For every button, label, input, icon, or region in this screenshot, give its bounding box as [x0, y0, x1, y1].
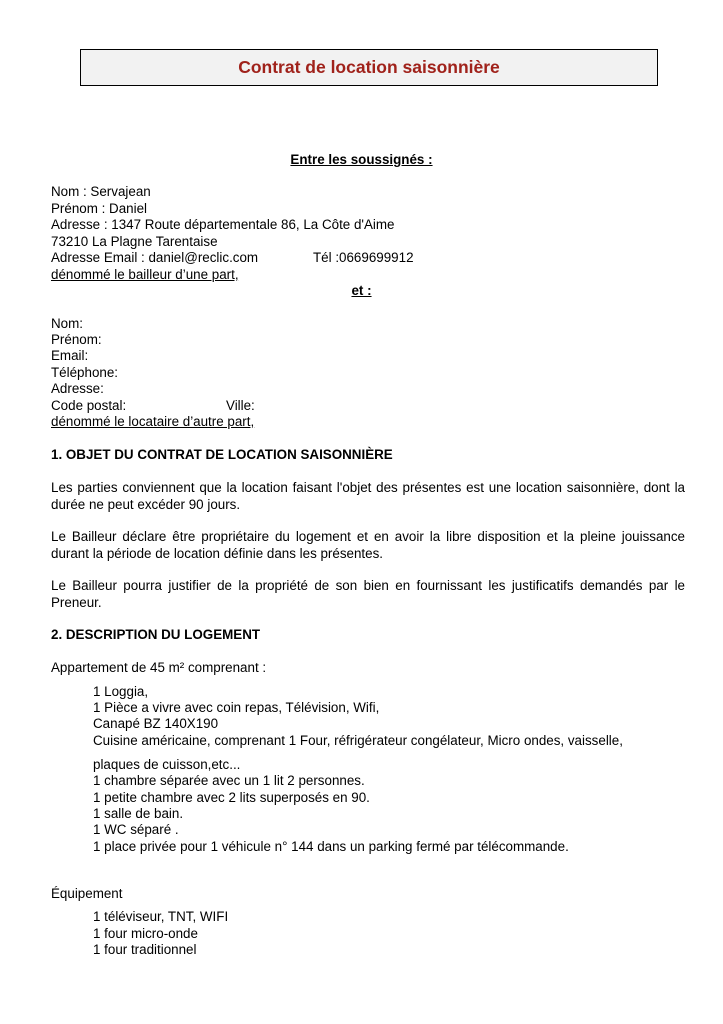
locataire-email: Email: [51, 348, 89, 363]
locataire-ville: Ville: [226, 398, 255, 413]
section1-paragraph-3: Le Bailleur pourra justifier de la propriété de son bien en fournissant les justificatifs demandés par le Preneur. [51, 578, 685, 610]
locataire-denomme: dénommé le locataire d’autre part, [51, 414, 255, 429]
logement-item: Canapé BZ 140X190 [93, 716, 219, 731]
bailleur-prenom: Prénom : Daniel [51, 201, 148, 216]
logement-item: 1 salle de bain. [93, 806, 184, 821]
bailleur-nom: Nom : Servajean [51, 184, 151, 199]
section2-heading: 2. DESCRIPTION DU LOGEMENT [51, 627, 261, 642]
logement-item: 1 chambre séparée avec un 1 lit 2 personnes. [93, 773, 365, 788]
locataire-adresse: Adresse: [51, 381, 104, 396]
logement-item: plaques de cuisson,etc... [93, 757, 241, 772]
equipement-item: 1 téléviseur, TNT, WIFI [93, 909, 229, 924]
bailleur-email: Adresse Email : daniel@reclic.com [51, 250, 259, 265]
et-label: et : [351, 283, 372, 298]
locataire-code-postal: Code postal: [51, 398, 127, 413]
bailleur-ville: 73210 La Plagne Tarentaise [51, 234, 218, 249]
equipement-heading: Équipement [51, 886, 123, 901]
equipement-item: 1 four traditionnel [93, 942, 197, 957]
section1-heading: 1. OBJET DU CONTRAT DE LOCATION SAISONNIÈRE [51, 447, 393, 462]
document-title: Contrat de location saisonnière [238, 57, 500, 77]
document-title-box [80, 49, 658, 86]
logement-item: Cuisine américaine, comprenant 1 Four, réfrigérateur congélateur, Micro ondes, vaisselle, [93, 733, 623, 748]
bailleur-denomme: dénommé le bailleur d’une part, [51, 267, 239, 282]
logement-item: 1 Loggia, [93, 684, 149, 699]
logement-item: 1 petite chambre avec 2 lits superposés en 90. [93, 790, 370, 805]
logement-intro: Appartement de 45 m² comprenant : [51, 660, 267, 675]
locataire-nom: Nom: [51, 316, 83, 331]
section1-paragraph-1: Les parties conviennent que la location faisant l'objet des présentes est une location saisonnière, dont la durée ne peut excéder 90 jours. [51, 480, 685, 512]
bailleur-tel: Tél :0669699912 [313, 250, 414, 265]
equipement-item: 1 four micro-onde [93, 926, 198, 941]
section1-paragraph-2: Le Bailleur déclare être propriétaire du logement et en avoir la libre disposition et la pleine jouissance durant la période de location définie dans les présentes. [51, 529, 685, 561]
logement-item: 1 Pièce a vivre avec coin repas, Télévision, Wifi, [93, 700, 380, 715]
logement-item: 1 WC séparé . [93, 822, 179, 837]
parties-heading: Entre les soussignés : [290, 152, 433, 167]
locataire-telephone: Téléphone: [51, 365, 119, 380]
locataire-prenom: Prénom: [51, 332, 102, 347]
bailleur-adresse: Adresse : 1347 Route départementale 86, La Côte d'Aime [51, 217, 395, 232]
logement-item: 1 place privée pour 1 véhicule n° 144 dans un parking fermé par télécommande. [93, 839, 569, 854]
